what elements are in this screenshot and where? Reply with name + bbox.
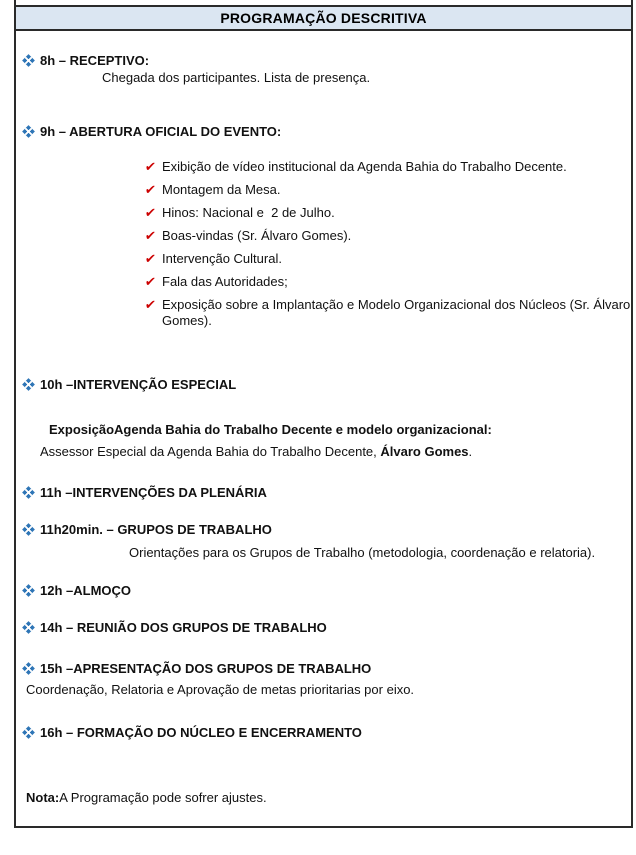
schedule-item-title: 14h – REUNIÃO DOS GRUPOS DE TRABALHO: [40, 620, 327, 635]
checklist-item: [145, 228, 634, 244]
schedule-item-title: 11h –INTERVENÇÕES DA PLENÁRIA: [40, 485, 267, 500]
schedule-item-title: 11h20min. – GRUPOS DE TRABALHO: [40, 522, 272, 537]
diamond-bullet-icon: [22, 662, 35, 675]
diamond-bullet-icon: [22, 378, 35, 391]
checklist-item-text: Exposição sobre a Implantação e Modelo Organizacional dos Núcleos (Sr. Álvaro Gomes).: [162, 297, 634, 328]
note-label: Nota:: [26, 790, 60, 805]
check-icon: ✔: [144, 205, 157, 220]
table-body-cell: [16, 31, 634, 824]
schedule-item-8h: [24, 53, 149, 69]
check-icon: ✔: [144, 251, 157, 266]
schedule-item-10h: [24, 377, 236, 393]
diamond-bullet-icon: [22, 486, 35, 499]
checklist-item-text: Intervenção Cultural.: [162, 251, 282, 266]
page-title: PROGRAMAÇÃO DESCRITIVA: [220, 10, 427, 26]
opening-checklist: [145, 159, 634, 336]
checklist-item: [145, 251, 634, 267]
schedule-item-11h: [24, 485, 267, 501]
check-icon: ✔: [144, 274, 157, 289]
assessor-name: Álvaro Gomes: [380, 444, 469, 459]
assessor-line: [40, 444, 472, 460]
schedule-item-8h-detail: Chegada dos participantes. Lista de presença.: [102, 70, 371, 85]
checklist-item: [145, 297, 634, 328]
assessor-line-prefix: Assessor Especial da Agenda Bahia do Trabalho Decente,: [40, 444, 381, 459]
table-top-partial-row: [16, 0, 631, 7]
checklist-item-text: Fala das Autoridades;: [162, 274, 288, 289]
assessor-line-suffix: .: [468, 444, 473, 459]
checklist-item-text: Exibição de vídeo institucional da Agenda Bahia do Trabalho Decente.: [162, 159, 567, 174]
diamond-bullet-icon: [22, 621, 35, 634]
exposition-line: ExposiçãoAgenda Bahia do Trabalho Decente e modelo organizacional:: [49, 422, 492, 437]
diamond-bullet-icon: [22, 584, 35, 597]
diamond-bullet-icon: [22, 726, 35, 739]
schedule-item-9h: [24, 124, 281, 140]
checklist-item: [145, 182, 634, 198]
note-text: A Programação pode sofrer ajustes.: [59, 790, 267, 805]
check-icon: ✔: [144, 159, 157, 174]
check-icon: ✔: [144, 228, 157, 243]
schedule-item-11h20-detail: Orientações para os Grupos de Trabalho (metodologia, coordenação e relatoria).: [129, 545, 596, 560]
schedule-item-12h: [24, 583, 131, 599]
checklist-item-text: Montagem da Mesa.: [162, 182, 281, 197]
program-table: [14, 0, 633, 828]
table-header-row: [16, 7, 631, 31]
schedule-item-title: 12h –ALMOÇO: [40, 583, 132, 598]
checklist-item-text: Hinos: Nacional e 2 de Julho.: [162, 205, 335, 220]
schedule-item-title: 10h –INTERVENÇÃO ESPECIAL: [40, 377, 237, 392]
schedule-item-11h20: [24, 522, 272, 538]
check-icon: ✔: [144, 182, 157, 197]
schedule-item-title: 8h – RECEPTIVO:: [40, 53, 150, 68]
diamond-bullet-icon: [22, 54, 35, 67]
diamond-bullet-icon: [22, 523, 35, 536]
schedule-item-16h: [24, 725, 362, 741]
checklist-item: [145, 159, 634, 175]
schedule-item-15h: [24, 661, 371, 677]
diamond-bullet-icon: [22, 125, 35, 138]
schedule-item-14h: [24, 620, 327, 636]
schedule-item-title: 15h –APRESENTAÇÃO DOS GRUPOS DE TRABALHO: [40, 661, 372, 676]
check-icon: ✔: [144, 297, 157, 312]
note-line: [26, 790, 267, 806]
schedule-item-title: 9h – ABERTURA OFICIAL DO EVENTO:: [40, 124, 282, 139]
checklist-item-text: Boas-vindas (Sr. Álvaro Gomes).: [162, 228, 352, 243]
checklist-item: [145, 205, 634, 221]
schedule-item-title: 16h – FORMAÇÃO DO NÚCLEO E ENCERRAMENTO: [40, 725, 362, 740]
checklist-item: [145, 274, 634, 290]
schedule-item-15h-detail: Coordenação, Relatoria e Aprovação de metas prioritarias por eixo.: [26, 682, 415, 697]
